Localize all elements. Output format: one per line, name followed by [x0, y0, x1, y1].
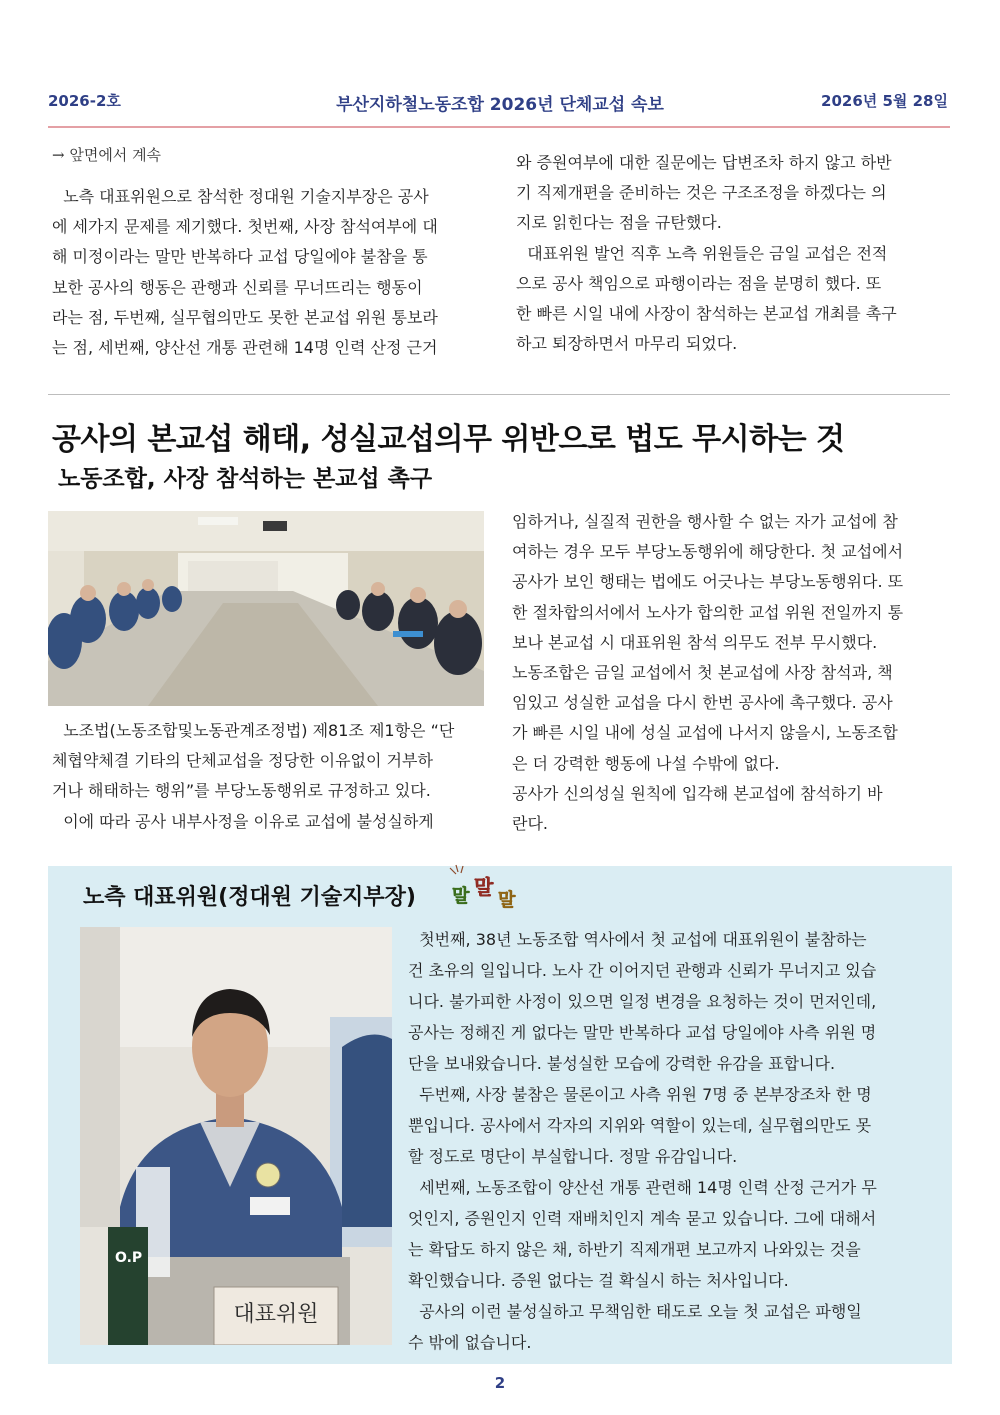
text-line: 해 미정이라는 말만 반복하다 교섭 당일에야 불참을 통 [52, 247, 428, 267]
continued-left-column [52, 182, 484, 363]
speech-badge [448, 864, 528, 914]
text-line: 임하거나, 실질적 권한을 행사할 수 없는 자가 교섭에 참 [512, 512, 898, 531]
svg-text:말: 말 [452, 886, 470, 907]
text-line: 는 확답도 하지 않은 채, 하반기 직제개편 보고까지 나와있는 것을 [408, 1240, 861, 1259]
article-subheadline: 노동조합, 사장 참석하는 본교섭 촉구 [58, 466, 433, 492]
text-line: 으로 공사 책임으로 파행이라는 점을 분명히 했다. 또 [516, 273, 882, 293]
text-line: 한 절차합의서에서 노사가 합의한 교섭 위원 전일까지 통 [512, 602, 904, 622]
text-line: 거나 해태하는 행위”를 부당노동행위로 규정하고 있다. [52, 781, 431, 801]
text-line: 가 빠른 시일 내에 성실 교섭에 나서지 않을시, 노동조합 [512, 723, 898, 743]
text-line: 임있고 성실한 교섭을 다시 한번 공사에 촉구했다. 공사 [512, 693, 893, 713]
issue-number: 2026-2호 [48, 92, 121, 110]
issue-date: 2026년 5월 28일 [821, 92, 948, 110]
text-line: 세번째, 노동조합이 양산선 개통 관련해 14명 인력 산정 근거가 무 [419, 1178, 877, 1197]
text-line: 라는 점, 두번째, 실무협의만도 못한 본교섭 위원 통보라 [52, 307, 438, 327]
text-line: 공사가 보인 행태는 법에도 어긋나는 부당노동행위다. 또 [512, 572, 904, 592]
text-line: 에 세가지 문제를 제기했다. 첫번째, 사장 참석여부에 대 [52, 217, 438, 237]
article-headline: 공사의 본교섭 해태, 성실교섭의무 위반으로 법도 무시하는 것 [52, 422, 845, 457]
name-card: 대표위원 [233, 1302, 319, 1327]
text-line: 보한 공사의 행동은 관행과 신뢰를 무너뜨리는 행동이 [52, 277, 423, 297]
article-left-column [52, 716, 484, 837]
svg-text:말: 말 [474, 875, 494, 899]
text-line: 공사가 신의성실 원칙에 입각해 본교섭에 참석하기 바 [512, 783, 883, 803]
text-line: 뿐입니다. 공사에서 각자의 지위와 역할이 있는데, 실무협의만도 못 [408, 1116, 872, 1135]
text-line: 는 점, 세번째, 양산선 개통 관련해 14명 인력 산정 근거 [52, 338, 438, 358]
quote-text [408, 924, 930, 1358]
continued-right-column [516, 148, 948, 359]
page-number: 2 [494, 1374, 506, 1392]
text-line: 지로 읽힌다는 점을 규탄했다. [516, 213, 722, 233]
svg-text:말: 말 [498, 890, 516, 911]
header-rule [48, 126, 950, 128]
text-line: 단을 보내왔습니다. 불성실한 모습에 강력한 유감을 표합니다. [408, 1054, 836, 1073]
text-line: 하고 퇴장하면서 마무리 되었다. [516, 334, 738, 354]
text-line: 공사의 이런 불성실하고 무책임한 태도로 오늘 첫 교섭은 파행일 [419, 1302, 862, 1321]
section-divider [48, 394, 950, 395]
text-line: 은 더 강력한 행동에 나설 수밖에 없다. [512, 753, 780, 773]
text-line: 와 증원여부에 대한 질문에는 답변조차 하지 않고 하반 [516, 153, 892, 172]
text-line: 할 정도로 명단이 부실합니다. 정말 유감입니다. [408, 1147, 738, 1166]
text-line: 노조법(노동조합및노동관계조정법) 제81조 제1항은 “단 [63, 721, 455, 740]
meeting-photo [48, 511, 484, 706]
text-line: 노동조합은 금일 교섭에서 첫 본교섭에 사장 참석과, 책 [512, 663, 893, 683]
text-line: 한 빠른 시일 내에 사장이 참석하는 본교섭 개최를 촉구 [516, 304, 897, 324]
newsletter-title: 부산지하철노동조합 2026년 단체교섭 속보 [336, 95, 664, 115]
article-right-column [512, 507, 948, 839]
text-line: 기 직제개편을 준비하는 것은 구조조정을 하겠다는 의 [516, 183, 887, 203]
text-line: 대표위원 발언 직후 노측 위원들은 금일 교섭은 전적 [527, 243, 888, 263]
text-line: 건 초유의 일입니다. 노사 간 이어지던 관행과 신뢰가 무너지고 있습 [408, 961, 877, 980]
text-line: 엇인지, 증원인지 인력 재배치인지 계속 묻고 있습니다. 그에 대해서 [408, 1209, 877, 1228]
spokesperson-photo [80, 927, 392, 1345]
text-line: 첫번째, 38년 노동조합 역사에서 첫 교섭에 대표위원이 불참하는 [419, 930, 867, 949]
quote-box-title: 노측 대표위원(정대원 기술지부장) [83, 885, 416, 910]
text-line: 체협약체결 기타의 단체교섭을 정당한 이유없이 거부하 [52, 751, 433, 771]
text-line: 란다. [512, 814, 548, 834]
continued-note: → 앞면에서 계속 [52, 146, 162, 164]
text-line: 확인했습니다. 증원 없다는 걸 확실시 하는 처사입니다. [408, 1271, 789, 1290]
text-line: 니다. 불가피한 사정이 있으면 일정 변경을 요청하는 것이 먼저인데, [408, 992, 877, 1011]
text-line: 이에 따라 공사 내부사정을 이유로 교섭에 불성실하게 [63, 811, 434, 831]
text-line: 두번째, 사장 불참은 물론이고 사측 위원 7명 중 본부장조차 한 명 [419, 1085, 872, 1104]
text-line: 수 밖에 없습니다. [408, 1333, 532, 1352]
text-line: 보나 본교섭 시 대표위원 참석 의무도 전부 무시했다. [512, 632, 878, 652]
text-line: 공사는 정해진 게 없다는 말만 반복하다 교섭 당일에야 사측 위원 명 [408, 1023, 877, 1042]
text-line: 여하는 경우 모두 부당노동행위에 해당한다. 첫 교섭에서 [512, 542, 904, 562]
svg-text:O.P: O.P [115, 1250, 143, 1266]
text-line: 노측 대표위원으로 참석한 정대원 기술지부장은 공사 [63, 187, 429, 206]
